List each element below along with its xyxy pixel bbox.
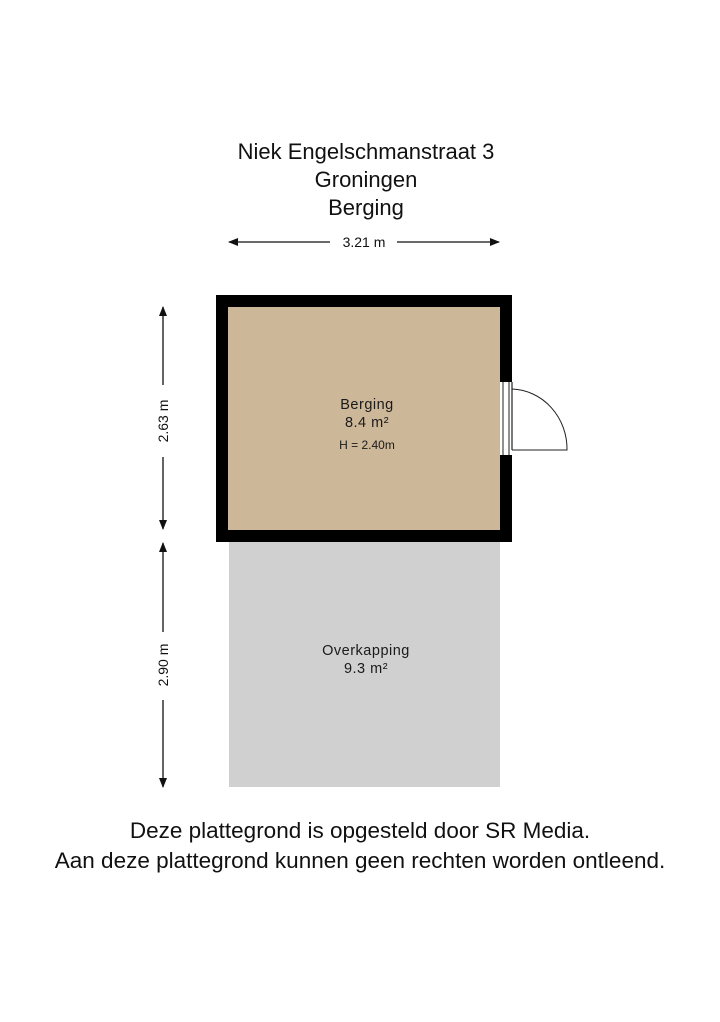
berging-name: Berging xyxy=(340,397,394,413)
door-swing-arc xyxy=(512,389,567,450)
disclaimer-line-1: Deze plattegrond is opgesteld door SR Media. xyxy=(129,818,591,843)
door-opening xyxy=(500,382,512,455)
width-dimension-label: 3.21 m xyxy=(342,234,386,250)
door xyxy=(500,382,567,455)
canopy-height-label: 2.90 m xyxy=(155,643,171,687)
wall-top xyxy=(216,295,512,307)
overkapping-area: 9.3 m² xyxy=(343,661,389,677)
floor-title: Berging xyxy=(328,195,404,220)
room-height-label: 2.63 m xyxy=(155,399,171,443)
room-height-dimension xyxy=(155,307,171,529)
width-dimension xyxy=(229,234,499,250)
overkapping-name: Overkapping xyxy=(322,643,410,659)
city-title: Groningen xyxy=(314,167,418,192)
wall-left xyxy=(216,295,228,542)
disclaimer xyxy=(0,816,720,876)
address-title: Niek Engelschmanstraat 3 xyxy=(237,139,495,164)
wall-right-upper xyxy=(500,295,512,382)
berging-label xyxy=(339,397,395,452)
canopy-height-dimension xyxy=(155,543,171,787)
berging-height: H = 2.40m xyxy=(339,438,395,452)
berging-area: 8.4 m² xyxy=(344,415,390,431)
wall-right-lower xyxy=(500,455,512,542)
disclaimer-line-2: Aan deze plattegrond kunnen geen rechten worden ontleend. xyxy=(54,848,666,873)
wall-bottom xyxy=(216,530,512,542)
